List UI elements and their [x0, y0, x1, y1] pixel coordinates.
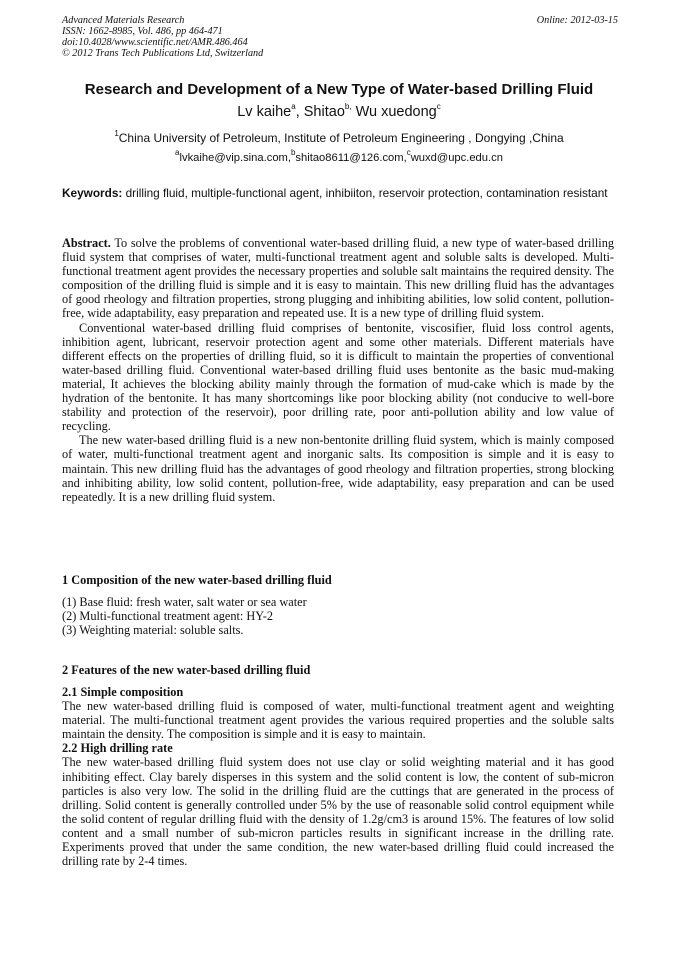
keywords-text: drilling fluid, multiple-functional agent, inhibiiton, reservoir protection, contamination resistant [122, 186, 608, 200]
email-a-sup: a [175, 148, 180, 158]
author-3: Wu xuedong [351, 104, 437, 120]
paper-title: Research and Development of a New Type of Water-based Drilling Fluid [84, 81, 594, 98]
email-a: lvkaihe@vip.sina.com, [179, 152, 291, 164]
abstract-label: Abstract. [62, 236, 111, 250]
composition-list [62, 595, 614, 638]
journal-doi: doi:10.4028/www.scientific.net/AMR.486.464 [62, 37, 248, 48]
author-separator: , [295, 104, 304, 120]
abstract-paragraph-1 [62, 236, 614, 321]
list-item: (1) Base fluid: fresh water, salt water or sea water [62, 595, 307, 609]
affiliation-text: China University of Petroleum, Institute of Petroleum Engineering , Dongying ,China [118, 131, 564, 145]
author-1: Lv kaihe [237, 104, 292, 120]
email-b: shitao8611@126.com, [295, 152, 407, 164]
affiliation [40, 131, 638, 146]
journal-copyright: © 2012 Trans Tech Publications Ltd, Switzerland [62, 48, 264, 59]
affiliation-sup: 1 [114, 129, 119, 138]
subsection-2-2-text: The new water-based drilling fluid system does not use clay or solid weighting material and it has good inhibiting effect. Clay barely disperses in this system and the solid content is low, the content of sub-micron particles is also very low. The solid in the drilling fluid are the cuttings that are generated in the process of drilling. Solid content is generally controlled under 5% by the use of reasonable solid control equipment while the solid content of regular drilling fluid with the density of 1.2g/cm3 is around 15%. The features of low solid content and a small number of sub-micron particles results in significant increase in the drilling rate. Experiments proved that under the same condition, the new water-based drilling fluid could increased the drilling rate by 2-4 times. [62, 755, 614, 869]
abstract-p1-text: To solve the problems of conventional water-based drilling fluid, a new type of water-based drilling fluid system that comprises of water, multi-functional treatment agent and soluble salts is developed. Multi-functional treatment agent provides the necessary properties and soluble salt maintains the required density. The composition of the drilling fluid is simple and it is easy to maintain. This new drilling fluid has the advantages of good rheology and filtration properties, strong plugging and inhibiting abilities, low solid content, pollution-free, wide adaptability, easy preparation and repeated use. It is a new type of drilling fluid system. [62, 236, 614, 321]
email-b-sup: b [290, 148, 296, 158]
list-item: (2) Multi-functional treatment agent: HY-2 [62, 609, 274, 624]
abstract-paragraph-2: Conventional water-based drilling fluid comprises of bentonite, viscosifier, fluid loss control agents, inhibition agent, lubricant, reservoir protection agent and some other materials. Different materials have different effects on the properties of drilling fluid, so it is difficult to maintain the properties of conventional water-based drilling fluid. Conventional water-based drilling fluid uses bentonite as the basic mud-making material, It achieves the blocking ability mainly through the formation of mud-cake which is made by the hydration of the bentonite. It has many shortcomings like poor blocking ability (not conducive to well-bore stability and protection of the reservoir), poor drilling rate, poor anti-pollution ability and low value of recycling. [62, 320, 614, 434]
journal-name: Advanced Materials Research [62, 15, 185, 26]
list-item: (3) Weighting material: soluble salts. [62, 623, 244, 638]
keywords-label: Keywords: [62, 186, 123, 200]
subsection-2-1-heading: 2.1 Simple composition [62, 685, 184, 699]
journal-issn: ISSN: 1662-8985, Vol. 486, pp 464-471 [62, 26, 223, 37]
section-2-body [62, 685, 614, 868]
author-3-sup: c [436, 102, 441, 112]
author-2-sup: b, [344, 102, 352, 112]
author-emails [40, 148, 638, 166]
email-c: wuxd@upc.edu.cn [410, 152, 503, 164]
email-c-sup: c [406, 148, 411, 158]
abstract-section [62, 236, 614, 504]
section-2-heading: 2 Features of the new water-based drilling fluid [62, 663, 311, 677]
author-2: Shitao [303, 104, 345, 120]
subsection-2-2-heading: 2.2 High drilling rate [62, 741, 173, 756]
author-1-sup: a [291, 102, 296, 112]
abstract-paragraph-3: The new water-based drilling fluid is a new non-bentonite drilling fluid system, which is mainly composed of water, multi-functional treatment agent and inorganic salts. Its composition is simple and it is easy to maintain. This new drilling fluid has the advantages of good rheology and filtration properties, strong blocking and inhibiting ability, low solid content, pollution-free, wide adaptability, easy preparation and can be used repeatedly. It is a new drilling fluid system. [62, 433, 614, 504]
subsection-2-1-text: The new water-based drilling fluid is composed of water, multi-functional treatment agent and weighting material. The multi-functional treatment agent provides the various required properties and the soluble salts maintain the density. The composition is simple and it is easy to maintain. [62, 699, 614, 742]
author-list [40, 103, 638, 122]
section-1-heading: 1 Composition of the new water-based drilling fluid [62, 573, 332, 587]
journal-header [62, 15, 618, 59]
online-date: Online: 2012-03-15 [536, 15, 618, 26]
keywords [62, 186, 614, 201]
